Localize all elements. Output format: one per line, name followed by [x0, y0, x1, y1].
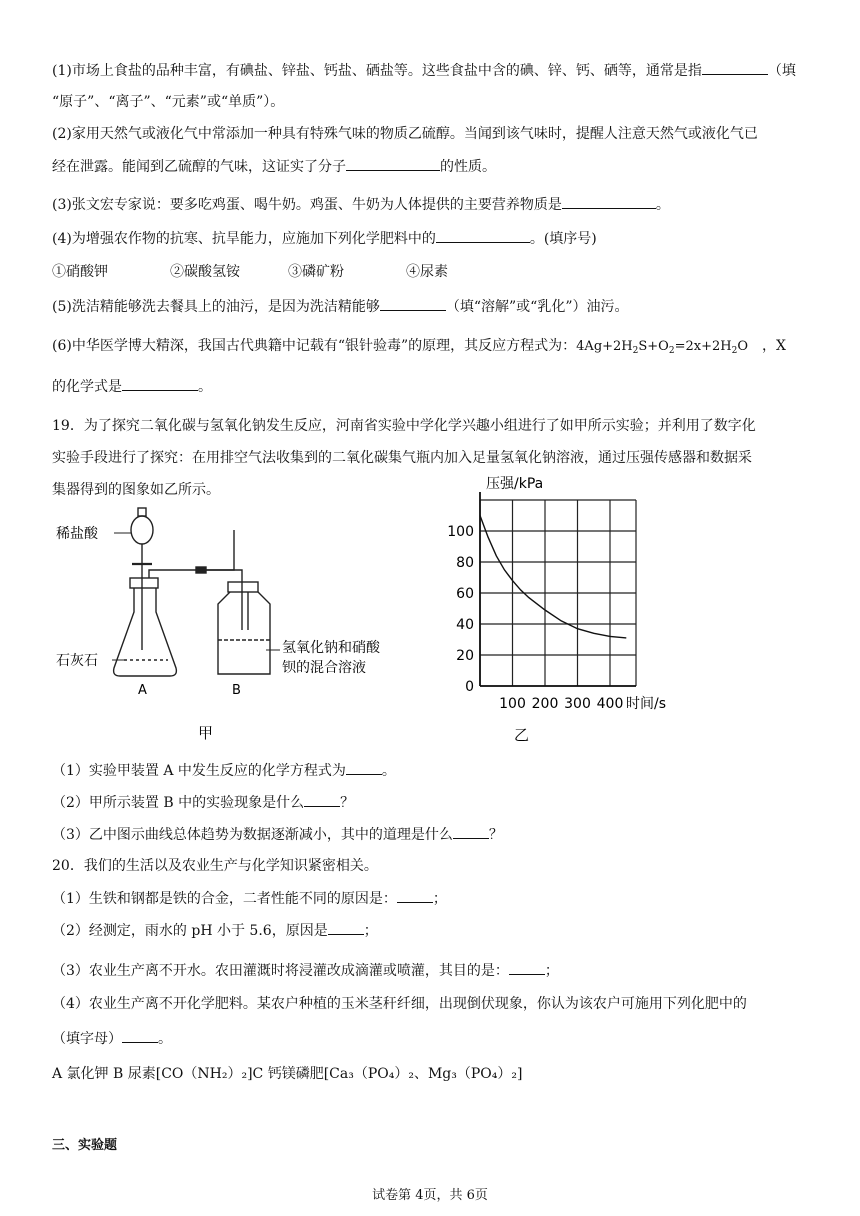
q20-sub-2: （2）经测定，雨水的 pH 小于 5.6，原因是 ；: [52, 920, 378, 941]
answer-blank[interactable]: [562, 194, 656, 209]
caption-yi: 乙: [514, 726, 530, 744]
q20-sub-4-cont: （填字母） 。: [52, 1028, 172, 1049]
label-a: A: [138, 683, 147, 698]
q19-stem-1: 19．为了探究二氧化碳与氢氧化钠发生反应，河南省实验中学化学兴趣小组进行了如甲所示实验；并利用了数字化: [52, 418, 756, 434]
answer-blank[interactable]: [380, 296, 446, 311]
q18-line-4: 经在泄露。能闻到乙硫醇的气味，这证实了分子 的性质。: [52, 156, 496, 177]
delivery-tube: [149, 530, 234, 578]
x-tick-label: 200: [531, 696, 559, 712]
option-2: ②碳酸氢铵: [170, 264, 240, 280]
label-acid: 稀盐酸: [56, 526, 98, 542]
y-tick-label: 60: [456, 586, 474, 602]
q18-line-9: 的化学式是 。: [52, 376, 212, 397]
q18-line-2: “原子”、“离子”、“元素”或“单质”）。: [52, 94, 285, 110]
x-tick-label: 100: [499, 696, 526, 712]
y-tick-label: 40: [456, 617, 474, 633]
answer-blank[interactable]: [397, 888, 433, 903]
pressure-curve: [480, 516, 626, 638]
q18-line-6: (4)为增强农作物的抗寒、抗旱能力，应施加下列化学肥料中的 。(填序号): [52, 228, 597, 249]
y-tick-label: 20: [456, 648, 474, 664]
q19-sub-2: （2）甲所示装置 B 中的实验现象是什么 ？: [52, 792, 354, 813]
funnel-stopper: [138, 508, 146, 516]
q20-stem: 20．我们的生活以及农业生产与化学知识紧密相关。: [52, 858, 378, 874]
option-3: ③磷矿粉: [288, 264, 344, 280]
bottle-b: [218, 592, 270, 674]
q18-line-7: (5)洗洁精能够洗去餐具上的油污，是因为洗洁精能够 （填“溶解”或“乳化”）油污。: [52, 296, 628, 317]
answer-blank[interactable]: [436, 228, 530, 243]
answer-blank[interactable]: [509, 960, 545, 975]
x-tick-label: 300: [564, 696, 591, 712]
answer-blank[interactable]: [304, 792, 340, 807]
x-axis-label: 时间/s: [625, 696, 667, 712]
q18-line-8: (6)中华医学博大精深，我国古代典籍中记载有“银针验毒”的原理，其反应方程式为：$4Ag+2H_2S+O_2=2x+2H_2O$ ，X: [52, 338, 786, 356]
flask-a-stopper: [130, 578, 158, 588]
q19-sub-1: （1）实验甲装置 A 中发生反应的化学方程式为 。: [52, 760, 396, 781]
answer-blank[interactable]: [346, 156, 440, 171]
q18-line-3: (2)家用天然气或液化气中常添加一种具有特殊气味的物质乙硫醇。当闻到该气味时，提醒人注意天然气或液化气已: [52, 126, 758, 142]
caption-jia: 甲: [198, 724, 214, 742]
option-4: ④尿素: [406, 264, 448, 280]
q18-line-5: (3)张文宏专家说：要多吃鸡蛋、喝牛奶。鸡蛋、牛奶为人体提供的主要营养物质是 。: [52, 194, 670, 215]
answer-blank[interactable]: [122, 376, 198, 391]
answer-blank[interactable]: [122, 1028, 158, 1043]
q20-sub-4: （4）农业生产离不开化学肥料。某农户种植的玉米茎秆纤细，出现倒伏现象，你认为该农户可施用下列化肥中的: [52, 996, 747, 1012]
q18-options: [52, 262, 524, 282]
section-heading: 三、实验题: [52, 1138, 118, 1153]
answer-blank[interactable]: [346, 760, 382, 775]
y-tick-label: 80: [456, 555, 474, 571]
q19-sub-3: （3）乙中图示曲线总体趋势为数据逐渐减小，其中的道理是什么 ？: [52, 824, 503, 845]
y-tick-label: 0: [465, 679, 474, 695]
option-1: ①硝酸钾: [52, 264, 108, 280]
tube-connector: [196, 567, 206, 573]
q19-stem-3: 集器得到的图象如乙所示。: [52, 482, 220, 498]
y-tick-label: 100: [447, 524, 474, 540]
q19-stem-2: 实验手段进行了探究：在用排空气法收集到的二氧化碳集气瓶内加入足量氢氧化钠溶液，通过压强传感器和数据采: [52, 450, 752, 466]
q18-line-1: (1)市场上食盐的品种丰富，有碘盐、锌盐、钙盐、硒盐等。这些食盐中含的碘、锌、钙、硒等，通常是指 （填: [52, 60, 796, 81]
page-footer: 试卷第 4页，共 6页: [372, 1188, 488, 1203]
q20-sub-1: （1）生铁和钢都是铁的合金，二者性能不同的原因是： ；: [52, 888, 447, 909]
label-solution-1: 氢氧化钠和硝酸: [282, 640, 380, 656]
answer-blank[interactable]: [328, 920, 364, 935]
label-b: B: [232, 683, 241, 698]
bottle-b-stopper: [228, 582, 258, 592]
label-solution-2: 钡的混合溶液: [282, 660, 366, 676]
tube-to-b: [206, 570, 242, 630]
flask-a: [114, 588, 177, 676]
q20-sub-3: （3）农业生产离不开水。农田灌溉时将浸灌改成滴灌或喷灌，其目的是： ；: [52, 960, 559, 981]
q20-options: A 氯化钾 B 尿素[CO（NH₂）₂]C 钙镁磷肥[Ca₃（PO₄）₂、Mg₃（PO₄）₂]: [52, 1066, 523, 1082]
label-stone: 石灰石: [56, 653, 98, 669]
answer-blank[interactable]: [702, 60, 768, 75]
funnel-bulb: [131, 516, 153, 544]
answer-blank[interactable]: [453, 824, 489, 839]
y-axis-label: 压强/kPa: [486, 476, 544, 492]
pressure-chart: [447, 476, 666, 712]
apparatus-jia: [112, 508, 280, 676]
reaction-equation: $4Ag+2H_2S+O_2=2x+2H_2O$: [576, 339, 748, 356]
x-tick-label: 400: [596, 696, 624, 712]
